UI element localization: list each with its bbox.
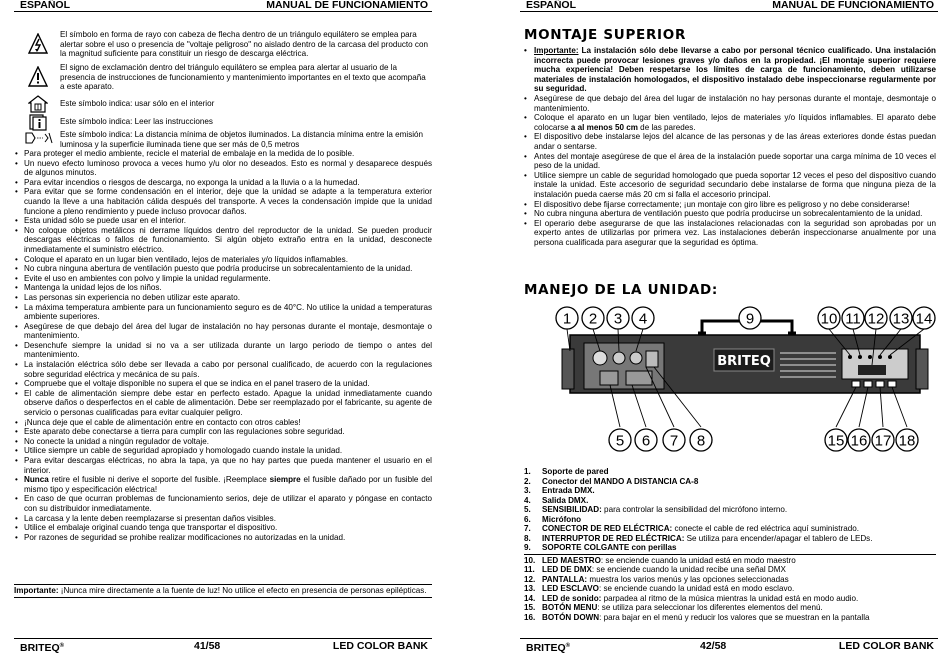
- svg-text:6: 6: [641, 432, 651, 450]
- svg-text:16: 16: [850, 432, 868, 450]
- svg-text:4: 4: [638, 310, 648, 328]
- part-item: 4. Salida DMX.: [524, 495, 589, 505]
- header-language: ESPAÑOL: [20, 0, 70, 11]
- list-item: • Desenchufe siempre la unidad si no va a ser utilizada durante un largo periodo de tiempo o antes del mantenimiento.: [14, 341, 432, 360]
- part-item: 1. Soporte de pared: [524, 467, 609, 476]
- symbol-lightning-text: El símbolo en forma de rayo con cabeza de flecha dentro de un triángulo equilátero se emplea para alertar sobre el uso o presencia de "voltaje peligroso" no aislado dentro de la carcasa del producto con la magnitud suficiente para constituir un riesgo de descarga eléctrica.: [60, 30, 428, 59]
- svg-text:5: 5: [615, 432, 625, 450]
- list-item: • En caso de que ocurran problemas de funcionamiento serios, deje de utilizar el aparato y póngase en contacto con su distribuidor inmediatamente.: [14, 494, 432, 513]
- list-item: • Para proteger el medio ambiente, recicle el material de embalaje en la medida de lo posible.: [14, 149, 432, 159]
- read-instructions-icon: [28, 113, 48, 131]
- section-title-operation: MANEJO DE LA UNIDAD:: [524, 282, 719, 298]
- svg-text:8: 8: [696, 432, 706, 450]
- svg-text:1: 1: [562, 310, 572, 328]
- safety-list: [14, 149, 432, 542]
- list-item: • El cable de alimentación siempre debe estar en perfecto estado. Apague la unidad inmediatamente cuando observe daños o desperfectos en el cable de alimentación. Debe ser reemplazado por el fabricante, su agente de servicio o personas cualificadas para evitar cualquier peligro.: [14, 389, 432, 418]
- list-item: • Asegúrese de que debajo del área del lugar de instalación no hay personas durante el montaje, desmontaje o mantenimiento.: [14, 322, 432, 341]
- list-item: • La máxima temperatura ambiente para un funcionamiento seguro es de 40°C. No utilice la unidad a temperaturas ambiente superiores.: [14, 303, 432, 322]
- list-item: • Un nuevo efecto luminoso provoca a veces humo y/u olor no deseados. Esto es normal y desaparece después de algunos minutos.: [14, 159, 432, 178]
- list-item: • Evite el uso en ambientes con polvo y limpie la unidad regularmente.: [14, 274, 432, 284]
- svg-text:9: 9: [745, 310, 755, 328]
- callout-top-10: [818, 307, 840, 329]
- list-item: • No coloque objetos metálicos ni derrame líquidos dentro del reproductor de la unidad. Se pueden producir descargas eléctricas o fallos de funcionamiento. Si algún objeto extraño entra en la unidad, desconecte inmediatamente el suministro eléctrico.: [14, 226, 432, 255]
- callout-bottom-7: [663, 429, 685, 451]
- list-item: • Antes del montaje asegúrese de que el área de la instalación puede soportar una carga mínima de 10 veces el peso de la unidad.: [524, 152, 936, 171]
- list-item: • Por razones de seguridad se prohibe realizar modificaciones no autorizadas en la unidad.: [14, 533, 432, 543]
- part-item: 9. SOPORTE COLGANTE con perillas: [524, 543, 936, 555]
- callout-bottom-5: [609, 429, 631, 451]
- minimum-distance-icon: [24, 130, 54, 146]
- mount-important-text: La instalación sólo debe llevarse a cabo por personal técnico cualificado. Una instalación incorrecta puede provocar lesiones graves y/o daños en la propiedad. ¡El montaje superior requiere mucha experiencia! Deben respetarse los límites de carga de funcionamiento, deben utilizarse materiales de instalación homologados, el dispositivo instalado debe inspeccionarse regularmente por su seguridad.: [534, 46, 936, 94]
- list-item: • Utilice siempre un cable de seguridad apropiado y homologado cuando instale la unidad.: [14, 446, 432, 456]
- mount-important-label: Importante:: [534, 46, 579, 55]
- list-item: • No cubra ninguna abertura de ventilación puesto que podría producirse un sobrecalentamiento de la unidad.: [524, 209, 936, 219]
- list-item: • Utilice siempre un cable de seguridad homologado que pueda soportar 12 veces el peso del dispositivo cuando instale la unidad. Este accesorio de seguridad secundario debe instalarse de forma que ninguna pieza de la instalación pueda caerse más 20 cm si falla el accesorio principal.: [524, 171, 936, 200]
- lightning-warning-icon: [28, 33, 48, 55]
- right-header: [520, 0, 938, 12]
- symbol-exclamation-text: El signo de exclamación dentro del triángulo equilátero se emplea para alertar al usuario de la presencia de instrucciones de funcionamiento y mantenimiento importantes en el texto que acompaña a este aparato.: [60, 63, 426, 92]
- device-rear-diagram: [540, 305, 936, 455]
- part-item: 13. LED ESCLAVO: se enciende cuando la unidad está en modo esclavo.: [524, 584, 795, 593]
- symbol-read-text: Este símbolo indica: Leer las instrucciones: [60, 117, 213, 126]
- fuse-text-a: retire el fusible ni derive el soporte del fusible. ¡Reemplace: [48, 475, 270, 485]
- svg-text:7: 7: [669, 432, 679, 450]
- part-item: 6. Micrófono: [524, 514, 582, 524]
- header-manual-title: MANUAL DE FUNCIONAMIENTO: [266, 0, 428, 11]
- callout-top-3: [607, 307, 629, 329]
- list-item: • No conecte la unidad a ningún regulador de voltaje.: [14, 437, 432, 447]
- svg-text:3: 3: [613, 310, 623, 328]
- footer-brand: BRITEQ®: [526, 642, 571, 654]
- left-header: [14, 0, 432, 12]
- list-item: • Coloque el aparato en un lugar bien ventilado, lejos de materiales y/o líquidos inflamables. El aparato debe colocarse a al menos 50 cm de las paredes.: [524, 113, 936, 132]
- svg-text:12: 12: [867, 310, 885, 328]
- list-item: • Para evitar que se forme condensación en el interior, deje que la unidad se adapte a la temperatura exterior cuando la lleve a una habitación cálida después del transporte. A veces la condensación impide que la unidad funcione a pleno rendimiento y puede incluso provocar daños.: [14, 187, 432, 216]
- callout-top-14: [913, 307, 935, 329]
- list-item: • Este aparato debe conectarse a tierra para cumplir con las regulaciones sobre seguridad.: [14, 427, 432, 437]
- part-item: 14. LED de sonido: parpadea al ritmo de la música mientras la unidad está en modo audio.: [524, 593, 859, 603]
- list-item: • Asegúrese de que debajo del área del lugar de instalación no hay personas durante el montaje, desmontaje o mantenimiento.: [524, 94, 936, 113]
- list-item: • Para evitar descargas eléctricas, no abra la tapa, ya que no hay partes que pueda mantener el usuario en el interior.: [14, 456, 432, 475]
- part-item: 8. INTERRUPTOR DE RED ELÉCTRICA: Se utiliza para encender/apagar el tablero de LEDs.: [524, 533, 873, 543]
- list-item: • Las personas sin experiencia no deben utilizar este aparato.: [14, 293, 432, 303]
- svg-text:13: 13: [892, 310, 910, 328]
- page-number: 41/58: [194, 640, 221, 652]
- mounting-list: [524, 46, 936, 247]
- svg-text:14: 14: [915, 310, 933, 328]
- part-item: 5. SENSIBILIDAD: para controlar la sensibilidad del micrófono interno.: [524, 505, 788, 514]
- fuse-always-word: siempre: [269, 475, 301, 485]
- symbol-indoor-text: Este símbolo indica: usar sólo en el interior: [60, 99, 215, 108]
- svg-text:10: 10: [820, 310, 838, 328]
- right-page: [520, 0, 938, 654]
- header-manual-title: MANUAL DE FUNCIONAMIENTO: [772, 0, 934, 11]
- part-item: 7. CONECTOR DE RED ELÉCTRICA: conecte el cable de red eléctrica aquí suministrado.: [524, 524, 859, 533]
- footer-brand: BRITEQ®: [20, 642, 65, 654]
- footer-product: LED COLOR BANK: [332, 640, 428, 652]
- important-label: Importante:: [14, 586, 59, 595]
- svg-text:18: 18: [898, 432, 916, 450]
- callout-bottom-8: [690, 429, 712, 451]
- fuse-text-b: el fusible dañado por un fusible del mismo tipo y especificación eléctrica!: [24, 475, 433, 494]
- left-footer: [14, 638, 432, 652]
- important-text: ¡Nunca mire directamente a la fuente de luz! No utilice el efecto en presencia de personas epilépticas.: [58, 586, 427, 595]
- symbol-distance-text: Este símbolo indica: La distancia mínima de objetos iluminados. La distancia mínima entre la emisión luminosa y la superficie iluminada tiene que ser más de 0,5 metros: [60, 130, 424, 149]
- part-item: 2. Conector del MANDO A DISTANCIA CA-8: [524, 476, 699, 486]
- list-item: • El dispositivo debe instalarse lejos del alcance de las personas y de las áreas exteriores donde éstas puedan andar o sentarse.: [524, 132, 936, 151]
- list-item: • Para evitar incendios o riesgos de descarga, no exponga la unidad a la lluvia o a la humedad.: [14, 178, 432, 188]
- svg-text:11: 11: [845, 310, 861, 328]
- right-footer: [520, 638, 938, 652]
- list-item: • La instalación eléctrica sólo debe ser llevada a cabo por personal cualificado, de acuerdo con la regulaciones sobre seguridad eléctrica y mecánica de su país.: [14, 360, 432, 379]
- part-item: 16. BOTÓN DOWN: para bajar en el menú y reducir los valores que se muestran en la pantalla: [524, 612, 870, 622]
- svg-text:15: 15: [827, 432, 845, 450]
- callout-top-4: [632, 307, 654, 329]
- left-page: [14, 0, 432, 654]
- footer-product: LED COLOR BANK: [838, 640, 934, 652]
- svg-text:2: 2: [588, 310, 598, 328]
- callout-bottom-18: [896, 429, 918, 451]
- list-item: • Compruebe que el voltaje disponible no supera el que se indica en el panel trasero de la unidad.: [14, 379, 432, 389]
- list-item: • Utilice el embalaje original cuando tenga que transportar el dispositivo.: [14, 523, 432, 533]
- exclamation-warning-icon: [28, 66, 48, 88]
- callout-top-13: [890, 307, 912, 329]
- callout-top-9: [739, 307, 761, 329]
- part-item: 12. PANTALLA: muestra los varios menús y las opciones seleccionadas: [524, 574, 789, 584]
- callout-bottom-6: [635, 429, 657, 451]
- part-item: 15. BOTÓN MENU: se utiliza para seleccionar los diferentes elementos del menú.: [524, 603, 823, 612]
- page-number: 42/58: [700, 640, 727, 652]
- svg-text:17: 17: [874, 432, 892, 450]
- list-item: • No cubra ninguna abertura de ventilación puesto que podría producirse un sobrecalentamiento de la unidad.: [14, 264, 432, 274]
- section-title-mounting: MONTAJE SUPERIOR: [524, 27, 687, 43]
- callout-bottom-15: [825, 429, 847, 451]
- list-item-fuse: [14, 475, 432, 494]
- callout-top-1: [556, 307, 578, 329]
- list-item: • El dispositivo debe fijarse correctamente; ¡un montaje con giro libre es peligroso y no debe considerarse!: [524, 200, 936, 210]
- callout-bottom-17: [872, 429, 894, 451]
- parts-list: [524, 467, 936, 622]
- fuse-never-word: Nunca: [24, 475, 49, 485]
- callout-top-12: [865, 307, 887, 329]
- important-note: [14, 584, 432, 598]
- list-item: • ¡Nunca deje que el cable de alimentación entre en contacto con otros cables!: [14, 418, 432, 428]
- callout-top-11: [842, 307, 864, 329]
- list-item-important: [524, 46, 936, 94]
- callout-top-2: [582, 307, 604, 329]
- callout-bottom-16: [848, 429, 870, 451]
- part-item: 11. LED DE DMX: se enciende cuando la unidad recibe una señal DMX: [524, 565, 786, 574]
- device-logo: BRITEQ: [717, 354, 771, 369]
- list-item: • El operario debe asegurarse de que las instalaciones relacionadas con la seguridad son aprobadas por un experto antes de utilizarlas por primera vez. Las instalaciones deberán inspeccionarse anualmente por una persona cualificada para asegurar que la seguridad es óptima.: [524, 219, 936, 248]
- list-item: • Mantenga la unidad lejos de los niños.: [14, 283, 432, 293]
- list-item: • Esta unidad sólo se puede usar en el interior.: [14, 216, 432, 226]
- indoor-use-icon: [28, 95, 48, 113]
- part-item: 3. Entrada DMX.: [524, 486, 595, 495]
- header-language: ESPAÑOL: [526, 0, 576, 11]
- list-item: • Coloque el aparato en un lugar bien ventilado, lejos de materiales y/o líquidos inflamables.: [14, 255, 432, 265]
- list-item: • La carcasa y la lente deben reemplazarse si presentan daños visibles.: [14, 514, 432, 524]
- part-item: 10. LED MAESTRO: se enciende cuando la unidad está en modo maestro: [524, 555, 796, 565]
